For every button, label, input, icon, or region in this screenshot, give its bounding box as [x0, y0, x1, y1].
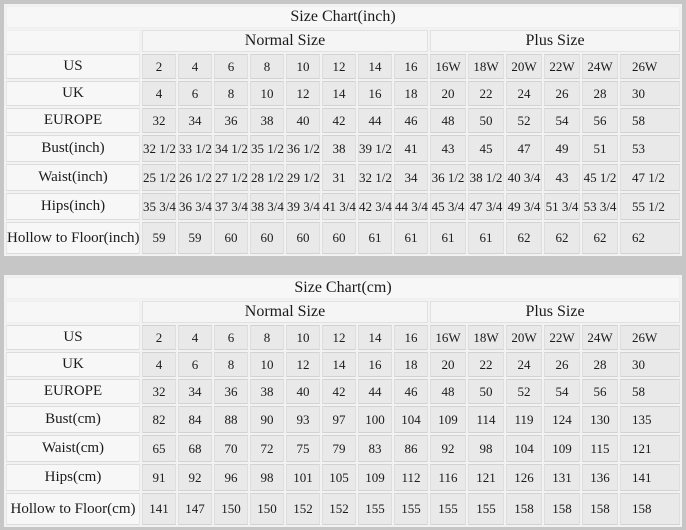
size-value-cell: 14: [358, 54, 392, 79]
size-value-cell: 8: [214, 352, 248, 377]
size-value-cell: 60: [250, 222, 284, 254]
size-value-cell: 40: [286, 379, 320, 404]
row-label: EUROPE: [6, 379, 140, 404]
size-value-cell: 22: [468, 352, 504, 377]
size-value-cell: 24W: [582, 54, 618, 79]
size-value-cell: 105: [322, 464, 356, 491]
size-value-cell: 6: [214, 325, 248, 350]
size-value-cell: 40 3/4: [506, 164, 542, 191]
size-value-cell: 44: [358, 379, 392, 404]
table-row: [6, 435, 680, 462]
size-value-cell: 52: [506, 379, 542, 404]
size-value-cell: 152: [322, 493, 356, 525]
size-value-cell: 109: [544, 435, 580, 462]
size-value-cell: 34: [178, 108, 212, 133]
size-value-cell: 131: [544, 464, 580, 491]
size-value-cell: 32 1/2: [358, 164, 392, 191]
size-value-cell: 60: [214, 222, 248, 254]
size-value-cell: 26W: [620, 325, 680, 350]
size-value-cell: 75: [286, 435, 320, 462]
size-value-cell: 62: [582, 222, 618, 254]
size-value-cell: 44: [358, 108, 392, 133]
column-group-row: [6, 30, 680, 52]
size-value-cell: 135: [620, 406, 680, 433]
size-value-cell: 12: [322, 54, 356, 79]
size-value-cell: 12: [286, 81, 320, 106]
size-value-cell: 18W: [468, 325, 504, 350]
size-value-cell: 68: [178, 435, 212, 462]
size-value-cell: 16: [358, 352, 392, 377]
size-value-cell: 36 1/2: [286, 135, 320, 162]
table-row: [6, 164, 680, 191]
size-value-cell: 4: [142, 352, 176, 377]
size-value-cell: 30: [620, 81, 680, 106]
size-value-cell: 38: [250, 379, 284, 404]
size-value-cell: 150: [250, 493, 284, 525]
size-value-cell: 45: [468, 135, 504, 162]
row-label: US: [6, 54, 140, 79]
size-value-cell: 40: [286, 108, 320, 133]
size-value-cell: 24: [506, 352, 542, 377]
size-value-cell: 36: [214, 379, 248, 404]
size-value-cell: 32 1/2: [142, 135, 176, 162]
size-value-cell: 59: [178, 222, 212, 254]
size-value-cell: 150: [214, 493, 248, 525]
row-label: Bust(cm): [6, 406, 140, 433]
size-value-cell: 53: [620, 135, 680, 162]
size-value-cell: 83: [358, 435, 392, 462]
size-value-cell: 16: [394, 325, 428, 350]
size-value-cell: 91: [142, 464, 176, 491]
size-value-cell: 16W: [430, 325, 466, 350]
size-value-cell: 98: [250, 464, 284, 491]
size-value-cell: 36 3/4: [178, 193, 212, 220]
size-value-cell: 28: [582, 81, 618, 106]
row-label: Hips(inch): [6, 193, 140, 220]
normal-size-group-header: Normal Size: [142, 30, 428, 52]
size-value-cell: 104: [506, 435, 542, 462]
table-row: [6, 81, 680, 106]
size-value-cell: 33 1/2: [178, 135, 212, 162]
size-value-cell: 6: [214, 54, 248, 79]
size-value-cell: 38 1/2: [468, 164, 504, 191]
row-label: US: [6, 325, 140, 350]
size-value-cell: 20: [430, 81, 466, 106]
size-chart-table-cm: [4, 275, 682, 527]
size-value-cell: 58: [620, 108, 680, 133]
size-value-cell: 53 3/4: [582, 193, 618, 220]
size-value-cell: 158: [582, 493, 618, 525]
size-value-cell: 62: [506, 222, 542, 254]
size-value-cell: 98: [468, 435, 504, 462]
size-value-cell: 121: [468, 464, 504, 491]
size-value-cell: 42 3/4: [358, 193, 392, 220]
size-value-cell: 35 3/4: [142, 193, 176, 220]
row-label: Waist(cm): [6, 435, 140, 462]
size-value-cell: 104: [394, 406, 428, 433]
size-value-cell: 22W: [544, 325, 580, 350]
size-value-cell: 136: [582, 464, 618, 491]
table-title-row: [6, 277, 680, 299]
size-value-cell: 41: [394, 135, 428, 162]
size-value-cell: 61: [468, 222, 504, 254]
size-value-cell: 70: [214, 435, 248, 462]
size-value-cell: 97: [322, 406, 356, 433]
size-value-cell: 141: [620, 464, 680, 491]
size-value-cell: 20W: [506, 54, 542, 79]
size-value-cell: 38: [250, 108, 284, 133]
size-value-cell: 16: [394, 54, 428, 79]
table-title: Size Chart(inch): [6, 6, 680, 28]
size-value-cell: 100: [358, 406, 392, 433]
table-row: [6, 135, 680, 162]
table-row: [6, 406, 680, 433]
size-value-cell: 14: [322, 352, 356, 377]
row-label: Hollow to Floor(inch): [6, 222, 140, 254]
size-value-cell: 116: [430, 464, 466, 491]
size-value-cell: 61: [358, 222, 392, 254]
size-value-cell: 27 1/2: [214, 164, 248, 191]
size-value-cell: 14: [322, 81, 356, 106]
size-value-cell: 10: [250, 352, 284, 377]
size-value-cell: 96: [214, 464, 248, 491]
size-value-cell: 59: [142, 222, 176, 254]
size-value-cell: 10: [286, 54, 320, 79]
row-label: Bust(inch): [6, 135, 140, 162]
row-label: EUROPE: [6, 108, 140, 133]
row-label: Waist(inch): [6, 164, 140, 191]
size-value-cell: 26: [544, 81, 580, 106]
size-value-cell: 42: [322, 379, 356, 404]
size-value-cell: 58: [620, 379, 680, 404]
size-value-cell: 92: [430, 435, 466, 462]
size-value-cell: 8: [214, 81, 248, 106]
size-value-cell: 47 1/2: [620, 164, 680, 191]
size-value-cell: 56: [582, 108, 618, 133]
size-value-cell: 42: [322, 108, 356, 133]
size-value-cell: 61: [430, 222, 466, 254]
size-value-cell: 35 1/2: [250, 135, 284, 162]
size-value-cell: 43: [430, 135, 466, 162]
size-value-cell: 158: [506, 493, 542, 525]
size-value-cell: 8: [250, 54, 284, 79]
size-value-cell: 72: [250, 435, 284, 462]
row-label: UK: [6, 81, 140, 106]
plus-size-group-header: Plus Size: [430, 301, 680, 323]
size-value-cell: 2: [142, 325, 176, 350]
size-value-cell: 60: [286, 222, 320, 254]
size-value-cell: 51 3/4: [544, 193, 580, 220]
size-value-cell: 65: [142, 435, 176, 462]
size-value-cell: 34: [394, 164, 428, 191]
size-value-cell: 141: [142, 493, 176, 525]
size-value-cell: 30: [620, 352, 680, 377]
plus-size-group-header: Plus Size: [430, 30, 680, 52]
size-value-cell: 39 1/2: [358, 135, 392, 162]
size-value-cell: 90: [250, 406, 284, 433]
size-value-cell: 62: [620, 222, 680, 254]
size-chart-table-inch: [4, 4, 682, 256]
size-value-cell: 45 1/2: [582, 164, 618, 191]
size-value-cell: 46: [394, 108, 428, 133]
size-value-cell: 82: [142, 406, 176, 433]
size-value-cell: 88: [214, 406, 248, 433]
size-value-cell: 6: [178, 81, 212, 106]
table-row: [6, 222, 680, 254]
size-value-cell: 22: [468, 81, 504, 106]
size-value-cell: 93: [286, 406, 320, 433]
size-value-cell: 10: [250, 81, 284, 106]
size-value-cell: 14: [358, 325, 392, 350]
size-value-cell: 158: [620, 493, 680, 525]
size-value-cell: 22W: [544, 54, 580, 79]
size-value-cell: 109: [430, 406, 466, 433]
size-value-cell: 60: [322, 222, 356, 254]
size-value-cell: 31: [322, 164, 356, 191]
normal-size-group-header: Normal Size: [142, 301, 428, 323]
size-value-cell: 6: [178, 352, 212, 377]
row-label: Hollow to Floor(cm): [6, 493, 140, 525]
size-value-cell: 28 1/2: [250, 164, 284, 191]
size-value-cell: 79: [322, 435, 356, 462]
size-value-cell: 119: [506, 406, 542, 433]
size-value-cell: 44 3/4: [394, 193, 428, 220]
size-value-cell: 114: [468, 406, 504, 433]
size-value-cell: 126: [506, 464, 542, 491]
size-value-cell: 121: [620, 435, 680, 462]
table-row: [6, 493, 680, 525]
size-value-cell: 38 3/4: [250, 193, 284, 220]
size-value-cell: 24W: [582, 325, 618, 350]
size-value-cell: 29 1/2: [286, 164, 320, 191]
size-value-cell: 84: [178, 406, 212, 433]
size-value-cell: 158: [544, 493, 580, 525]
table-row: [6, 352, 680, 377]
table-row: [6, 108, 680, 133]
size-value-cell: 155: [394, 493, 428, 525]
size-value-cell: 61: [394, 222, 428, 254]
column-group-row: [6, 301, 680, 323]
table-title: Size Chart(cm): [6, 277, 680, 299]
size-value-cell: 45 3/4: [430, 193, 466, 220]
size-value-cell: 155: [358, 493, 392, 525]
size-value-cell: 16W: [430, 54, 466, 79]
size-value-cell: 92: [178, 464, 212, 491]
size-value-cell: 48: [430, 379, 466, 404]
size-value-cell: 54: [544, 108, 580, 133]
table-row: [6, 54, 680, 79]
size-value-cell: 112: [394, 464, 428, 491]
size-value-cell: 46: [394, 379, 428, 404]
corner-blank-cell: [6, 301, 140, 323]
size-value-cell: 26 1/2: [178, 164, 212, 191]
size-value-cell: 32: [142, 108, 176, 133]
row-label: Hips(cm): [6, 464, 140, 491]
size-value-cell: 124: [544, 406, 580, 433]
size-value-cell: 49 3/4: [506, 193, 542, 220]
size-value-cell: 130: [582, 406, 618, 433]
size-value-cell: 18: [394, 352, 428, 377]
size-value-cell: 18: [394, 81, 428, 106]
size-value-cell: 28: [582, 352, 618, 377]
size-value-cell: 115: [582, 435, 618, 462]
size-value-cell: 26: [544, 352, 580, 377]
size-value-cell: 48: [430, 108, 466, 133]
size-value-cell: 18W: [468, 54, 504, 79]
size-value-cell: 39 3/4: [286, 193, 320, 220]
size-value-cell: 41 3/4: [322, 193, 356, 220]
table-row: [6, 325, 680, 350]
table-row: [6, 464, 680, 491]
size-value-cell: 37 3/4: [214, 193, 248, 220]
size-value-cell: 155: [468, 493, 504, 525]
size-value-cell: 47: [506, 135, 542, 162]
corner-blank-cell: [6, 30, 140, 52]
size-value-cell: 4: [178, 325, 212, 350]
size-value-cell: 4: [178, 54, 212, 79]
size-value-cell: 52: [506, 108, 542, 133]
size-value-cell: 86: [394, 435, 428, 462]
row-label: UK: [6, 352, 140, 377]
size-value-cell: 38: [322, 135, 356, 162]
table-row: [6, 379, 680, 404]
size-value-cell: 2: [142, 54, 176, 79]
size-value-cell: 34: [178, 379, 212, 404]
size-value-cell: 147: [178, 493, 212, 525]
size-value-cell: 24: [506, 81, 542, 106]
size-value-cell: 16: [358, 81, 392, 106]
size-value-cell: 49: [544, 135, 580, 162]
size-value-cell: 36 1/2: [430, 164, 466, 191]
size-value-cell: 8: [250, 325, 284, 350]
size-value-cell: 50: [468, 379, 504, 404]
size-value-cell: 50: [468, 108, 504, 133]
size-value-cell: 51: [582, 135, 618, 162]
size-value-cell: 152: [286, 493, 320, 525]
size-value-cell: 62: [544, 222, 580, 254]
size-value-cell: 20: [430, 352, 466, 377]
size-value-cell: 47 3/4: [468, 193, 504, 220]
table-row: [6, 193, 680, 220]
size-value-cell: 26W: [620, 54, 680, 79]
size-value-cell: 34 1/2: [214, 135, 248, 162]
size-value-cell: 12: [286, 352, 320, 377]
size-value-cell: 4: [142, 81, 176, 106]
size-value-cell: 55 1/2: [620, 193, 680, 220]
size-value-cell: 56: [582, 379, 618, 404]
size-value-cell: 101: [286, 464, 320, 491]
table-title-row: [6, 6, 680, 28]
size-value-cell: 54: [544, 379, 580, 404]
size-value-cell: 36: [214, 108, 248, 133]
size-value-cell: 12: [322, 325, 356, 350]
size-value-cell: 43: [544, 164, 580, 191]
size-value-cell: 25 1/2: [142, 164, 176, 191]
size-value-cell: 32: [142, 379, 176, 404]
size-value-cell: 109: [358, 464, 392, 491]
size-value-cell: 155: [430, 493, 466, 525]
size-value-cell: 20W: [506, 325, 542, 350]
size-value-cell: 10: [286, 325, 320, 350]
